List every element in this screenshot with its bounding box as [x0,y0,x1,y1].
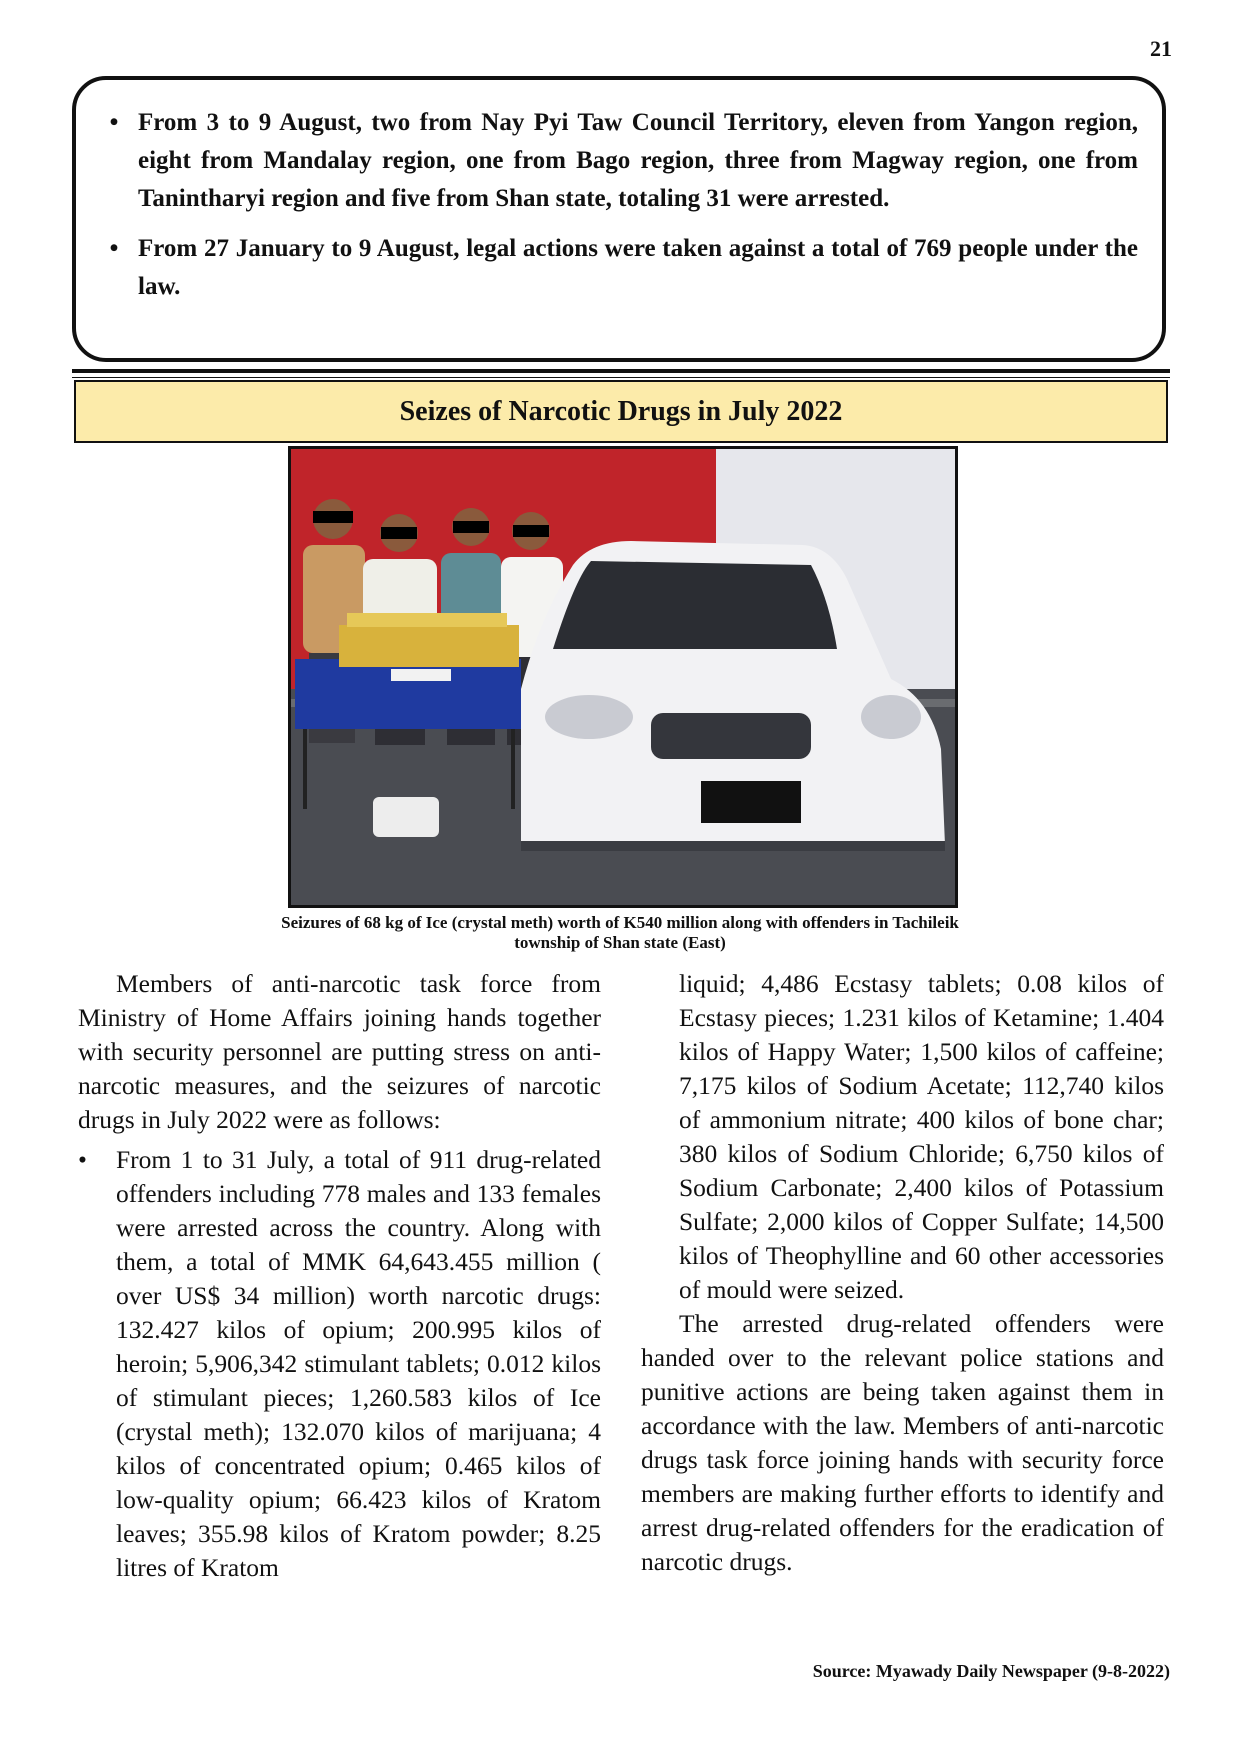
section-title: Seizes of Narcotic Drugs in July 2022 [74,380,1168,443]
summary-bullet-text: From 3 to 9 August, two from Nay Pyi Taw Council Territory, eleven from Yangon region, eight from Mandalay region, one from Bago region, three from Magway region, one from Tanintharyi region and five from Shan state, totaling 31 were arrested. [138,109,1138,212]
divider-rule [72,369,1170,373]
summary-bullet [90,104,1138,218]
summary-bullet [90,230,1138,306]
bullet-marker: • [109,109,119,136]
divider-rule [72,377,1170,378]
bullet-marker: • [78,1145,87,1174]
bullet-marker: • [109,235,119,262]
caption-line: township of Shan state (East) [514,933,726,952]
article-column-left [78,967,601,1585]
summary-bullet-text: From 27 January to 9 August, legal actions were taken against a total of 769 people under the law. [138,235,1138,300]
article-column-right [641,967,1164,1579]
source-credit: Source: Myawady Daily Newspaper (9-8-2022) [812,1661,1170,1681]
summary-box [72,76,1166,362]
article-bullet-text: From 1 to 31 July, a total of 911 drug-related offenders including 778 males and 133 females were arrested across the country. Along with them, a total of MMK 64,643.455 million ( over US$ 34 million) worth narcotic drugs: 132.427 kilos of opium; 200.995 kilos of heroin; 5,906,342 stimulant tablets; 0.012 kilos of stimulant pieces; 1,260.583 kilos of Ice (crystal meth); 132.070 kilos of marijuana; 4 kilos of concentrated opium; 0.465 kilos of low-quality opium; 66.423 kilos of Kratom leaves; 355.98 kilos of Kratom powder; 8.25 litres of Kratom [116,1145,601,1582]
caption-line: Seizures of 68 kg of Ice (crystal meth) worth of K540 million along with offenders in Tachileik [281,913,959,932]
article-bullet [78,1143,601,1585]
photo-caption [150,913,1090,953]
page-number: 21 [1150,36,1172,61]
article-intro: Members of anti-narcotic task force from Ministry of Home Affairs joining hands together with security personnel are putting stress on anti-narcotic measures, and the seizures of narcotic drugs in July 2022 were as follows: [78,969,601,1134]
article-bullet-continued: liquid; 4,486 Ecstasy tablets; 0.08 kilos of Ecstasy pieces; 1.231 kilos of Ketamine; 1.404 kilos of Happy Water; 1,500 kilos of caffeine; 7,175 kilos of Sodium Acetate; 112,740 kilos of ammonium nitrate; 400 kilos of bone char; 380 kilos of Sodium Chloride; 6,750 kilos of Sodium Carbonate; 2,400 kilos of Potassium Sulfate; 2,000 kilos of Copper Sulfate; 14,500 kilos of Theophylline and 60 other accessories of mould were seized. [679,969,1164,1304]
news-photo [288,446,958,908]
article-closing: The arrested drug-related offenders were handed over to the relevant police stations and punitive actions are being taken against them in accordance with the law. Members of anti-narcotic drugs task force joining hands with security force members are making further efforts to identify and arrest drug-related offenders for the eradication of narcotic drugs. [641,1309,1164,1576]
